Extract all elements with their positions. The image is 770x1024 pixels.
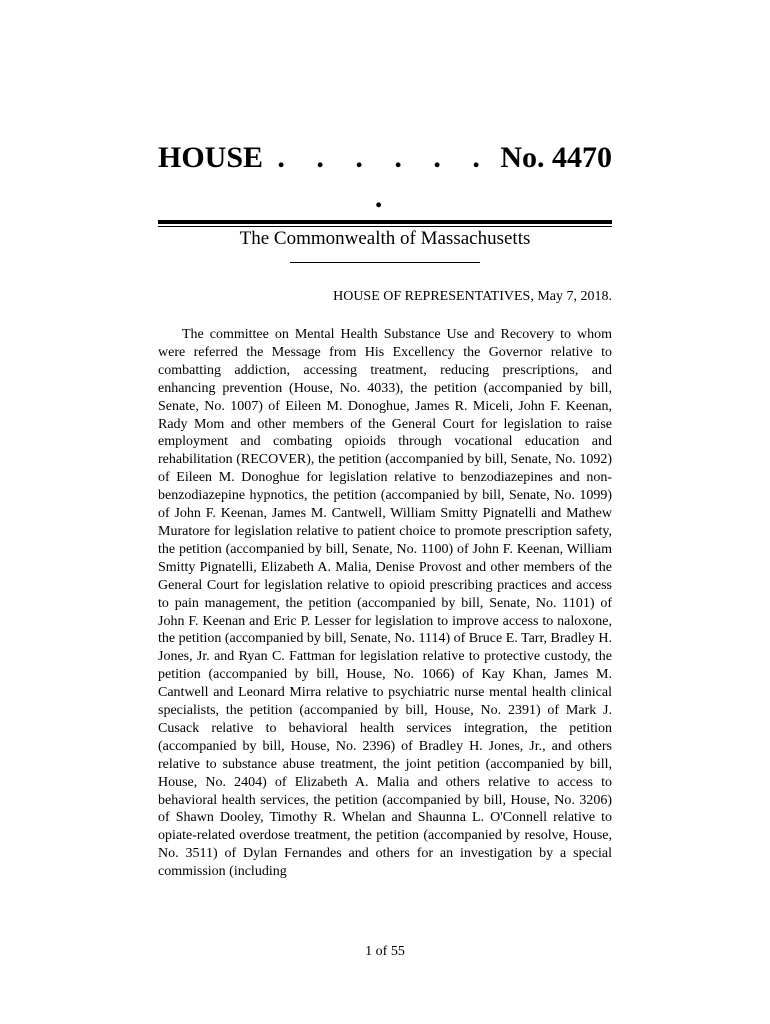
dateline: HOUSE OF REPRESENTATIVES, May 7, 2018. [333,289,612,304]
chamber-name: HOUSE [158,141,264,174]
page-indicator: 1 of 55 [365,944,405,959]
bill-number: No. 4470 [500,141,612,174]
bill-title-line [158,138,612,218]
committee-report-paragraph: The committee on Mental Health Substance Use and Recovery to whom were referred the Message from His Excellency the Governor relative to combatting addiction, accessing treatment, reducing prescriptions, and enhancing prevention (House, No. 4033), the petition (accompanied by bill, Senate, No. 1007) of Eileen M. Donoghue, James R. Miceli, John F. Keenan, Rady Mom and other members of the General Court for legislation to raise employment and combating opioids through vocational education and rehabilitation (RECOVER), the petition (accompanied by bill, Senate, No. 1092) of Eileen M. Donoghue for legislation relative to benzodiazepines and non-benzodiazepine hypnotics, the petition (accompanied by bill, Senate, No. 1099) of John F. Keenan, James M. Cantwell, William Smitty Pignatelli and Mathew Muratore for legislation relative to patient choice to promote prescription safety, the petition (accompanied by bill, Senate, No. 1100) of John F. Keenan, William Smitty Pignatelli, Elizabeth A. Malia, Denise Provost and other members of the General Court for legislation relative to opioid prescribing practices and access to pain management, the petition (accompanied by bill, Senate, No. 1101) of John F. Keenan and Eric P. Lesser for legislation to improve access to naloxone, the petition (accompanied by bill, Senate, No. 1114) of Bruce E. Tarr, Bradley H. Jones, Jr. and Ryan C. Fattman for legislation relative to protective custody, the petition (accompanied by bill, House, No. 1066) of Kay Khan, James M. Cantwell and Leonard Mirra relative to psychiatric nurse mental health clinical specialists, the petition (accompanied by bill, House, No. 2391) of Mark J. Cusack relative to behavioral health services integration, the petition (accompanied by bill, House, No. 2396) of Bradley H. Jones, Jr., and others relative to substance abuse treatment, the joint petition (accompanied by bill, House, No. 2404) of Elizabeth A. Malia and others relative to access to behavioral health services, the petition (accompanied by bill, House, No. 3206) of Shawn Dooley, Timothy R. Whelan and Shaunna L. O'Connell relative to opiate-related overdose treatment, the petition (accompanied by resolve, House, No. 3511) of Dylan Fernandes and others for an investigation by a special commission (including [158,327,612,880]
commonwealth-divider [290,262,480,263]
header-thick-rule [158,220,612,224]
bill-header [158,138,612,227]
title-leader-dots: . . . . . . . [277,141,492,214]
commonwealth-heading: The Commonwealth of Massachusetts [239,228,531,249]
